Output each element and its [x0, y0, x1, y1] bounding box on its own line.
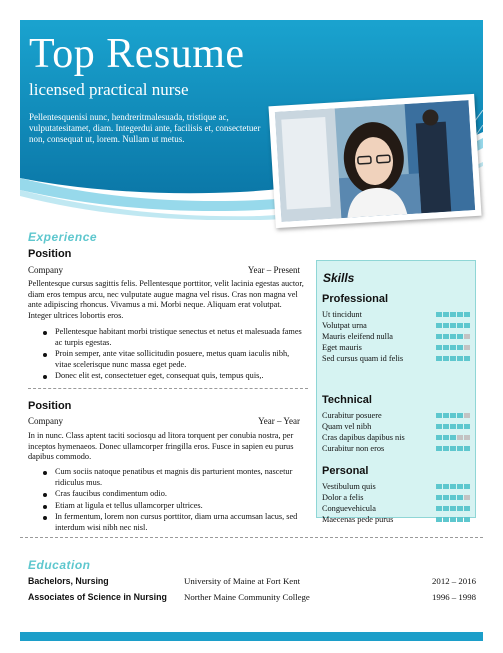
job-summary: In in nunc. Class aptent taciti sociosqu ad litora torquent per conubia nostra, per inceptos hymenaeos. Donec ullamcorper fringilla eros. Fusce in sapien eu purus dapibus commodo. [28, 431, 294, 461]
rating-block [457, 517, 463, 522]
rating-block [450, 413, 456, 418]
skill-label: Vestibulum quis [322, 482, 376, 491]
rating-block [443, 356, 449, 361]
rating-block [436, 484, 442, 489]
skill-label: Quam vel nibh [322, 422, 372, 431]
rating-block [457, 413, 463, 418]
rating-block [436, 334, 442, 339]
rating-block [450, 517, 456, 522]
rating-block [443, 495, 449, 500]
skill-rating [436, 424, 470, 429]
rating-block [443, 334, 449, 339]
skill-label: Mauris eleifend nulla [322, 332, 393, 341]
rating-block [436, 446, 442, 451]
education-row [28, 576, 476, 588]
skill-item [322, 321, 470, 331]
skill-item [322, 310, 470, 320]
rating-block [450, 345, 456, 350]
footer-bar [20, 632, 483, 641]
person-photo-icon [275, 100, 475, 222]
skill-item [322, 411, 470, 421]
job-company: Company [28, 416, 63, 426]
skill-label: Conguevehicula [322, 504, 376, 513]
job-summary: Pellentesque cursus sagittis felis. Pellentesque porttitor, velit lacinia egestas auctor, diam eros tempus arcu, nec vulputate augue magna vel risus. Cras non magna vel ante adipiscing rhoncus. Vivamus a mi. Morbi neque. Aliquam erat volutpat. Integer ultrices lobortis eros. [28, 279, 304, 320]
rating-block [464, 413, 470, 418]
candidate-name: Top Resume [29, 31, 245, 77]
rating-block [464, 323, 470, 328]
rating-block [436, 345, 442, 350]
rating-block [464, 334, 470, 339]
divider [20, 537, 483, 538]
rating-block [443, 323, 449, 328]
rating-block [436, 323, 442, 328]
skill-item [322, 515, 470, 525]
rating-block [457, 345, 463, 350]
skill-rating [436, 334, 470, 339]
rating-block [464, 356, 470, 361]
rating-block [464, 506, 470, 511]
skill-label: Ut tincidunt [322, 310, 362, 319]
rating-block [457, 495, 463, 500]
skill-rating [436, 484, 470, 489]
rating-block [436, 517, 442, 522]
skill-item [322, 493, 470, 503]
skill-label: Curabitur non eros [322, 444, 385, 453]
skill-rating [436, 495, 470, 500]
job-bullets [28, 467, 304, 534]
job-company-row [28, 416, 300, 426]
rating-block [436, 435, 442, 440]
rating-block [450, 424, 456, 429]
job-position: Position [28, 400, 72, 412]
job-dates: Year – Present [247, 265, 300, 275]
rating-block [464, 312, 470, 317]
rating-block [443, 345, 449, 350]
rating-block [443, 484, 449, 489]
education-school: Norther Maine Community College [184, 592, 310, 602]
skill-item [322, 354, 470, 364]
profile-photo [268, 94, 481, 228]
skill-label: Cras dapibus dapibus nis [322, 433, 405, 442]
rating-block [464, 446, 470, 451]
rating-block [443, 312, 449, 317]
skill-item [322, 422, 470, 432]
list-item: Cum sociis natoque penatibus et magnis dis parturient montes, nascetur ridiculus mus. [28, 467, 304, 488]
rating-block [450, 446, 456, 451]
rating-block [457, 506, 463, 511]
skill-rating [436, 323, 470, 328]
rating-block [464, 495, 470, 500]
list-item: Etiam at ligula et tellus ullamcorper ultrices. [28, 501, 304, 512]
intro-text: Pellentesquenisi nunc, hendreritmalesuada, tristique ac, vulputatesitamet, diam. Integerdui ante, facilisis et, consectetuer non, consequat ut, lorem. Nullam ut metus. [29, 112, 261, 144]
rating-block [443, 413, 449, 418]
candidate-role: licensed practical nurse [29, 80, 189, 99]
job-company-row [28, 265, 300, 275]
experience-heading: Experience [28, 230, 98, 244]
education-years: 1996 – 1998 [432, 592, 476, 602]
education-school: University of Maine at Fort Kent [184, 576, 301, 586]
list-item: Donec elit est, consectetuer eget, consequat quis, tempus quis,. [28, 371, 304, 382]
rating-block [450, 334, 456, 339]
list-item: Proin semper, ante vitae sollicitudin posuere, metus quam iaculis nibh, vitae scelerisque nunc massa eget pede. [28, 349, 304, 370]
rating-block [443, 424, 449, 429]
skill-label: Volutpat urna [322, 321, 367, 330]
rating-block [436, 506, 442, 511]
skill-item [322, 504, 470, 514]
skill-label: Sed cursus quam id felis [322, 354, 404, 363]
skill-label: Dolor a felis [322, 493, 364, 502]
skill-rating [436, 506, 470, 511]
rating-block [464, 484, 470, 489]
skill-category: Professional [322, 293, 389, 305]
skill-category: Personal [322, 465, 369, 477]
rating-block [450, 312, 456, 317]
education-heading: Education [28, 558, 91, 572]
rating-block [457, 446, 463, 451]
rating-block [450, 435, 456, 440]
skill-item [322, 343, 470, 353]
rating-block [450, 495, 456, 500]
skill-label: Curabitur posuere [322, 411, 382, 420]
skill-rating [436, 517, 470, 522]
skill-item [322, 482, 470, 492]
rating-block [443, 506, 449, 511]
divider [28, 388, 308, 389]
rating-block [464, 517, 470, 522]
rating-block [443, 435, 449, 440]
education-degree: Associates of Science in Nursing [28, 592, 167, 602]
education-row [28, 592, 476, 604]
list-item: In fermentum, lorem non cursus porttitor, diam urna accumsan lacus, sed interdum wisi nibh nec nisl. [28, 512, 304, 533]
rating-block [450, 323, 456, 328]
skill-label: Maecenas pede purus [322, 515, 394, 524]
rating-block [457, 312, 463, 317]
skills-panel [316, 260, 476, 524]
skills-heading: Skills [323, 271, 355, 285]
rating-block [450, 356, 456, 361]
education-years: 2012 – 2016 [432, 576, 476, 586]
job-position: Position [28, 248, 72, 260]
rating-block [450, 506, 456, 511]
list-item: Pellentesque habitant morbi tristique senectus et netus et malesuada fames ac turpis egestas. [28, 327, 304, 348]
skill-rating [436, 413, 470, 418]
rating-block [457, 484, 463, 489]
rating-block [464, 345, 470, 350]
education-degree: Bachelors, Nursing [28, 576, 109, 586]
skill-item [322, 444, 470, 454]
skill-item [322, 433, 470, 443]
skill-rating [436, 435, 470, 440]
rating-block [457, 334, 463, 339]
rating-block [464, 435, 470, 440]
rating-block [436, 495, 442, 500]
rating-block [443, 517, 449, 522]
list-item: Cras faucibus condimentum odio. [28, 489, 304, 500]
rating-block [457, 435, 463, 440]
job-company: Company [28, 265, 63, 275]
rating-block [436, 413, 442, 418]
rating-block [457, 424, 463, 429]
job-dates: Year – Year [258, 416, 300, 426]
skill-item [322, 332, 470, 342]
rating-block [436, 356, 442, 361]
job-bullets [28, 327, 304, 383]
skill-label: Eget mauris [322, 343, 362, 352]
skill-rating [436, 345, 470, 350]
rating-block [464, 424, 470, 429]
rating-block [450, 484, 456, 489]
skill-rating [436, 356, 470, 361]
skill-rating [436, 312, 470, 317]
resume-page [20, 20, 483, 645]
skill-category: Technical [322, 394, 372, 406]
rating-block [457, 356, 463, 361]
rating-block [436, 424, 442, 429]
rating-block [443, 446, 449, 451]
rating-block [436, 312, 442, 317]
skill-rating [436, 446, 470, 451]
rating-block [457, 323, 463, 328]
